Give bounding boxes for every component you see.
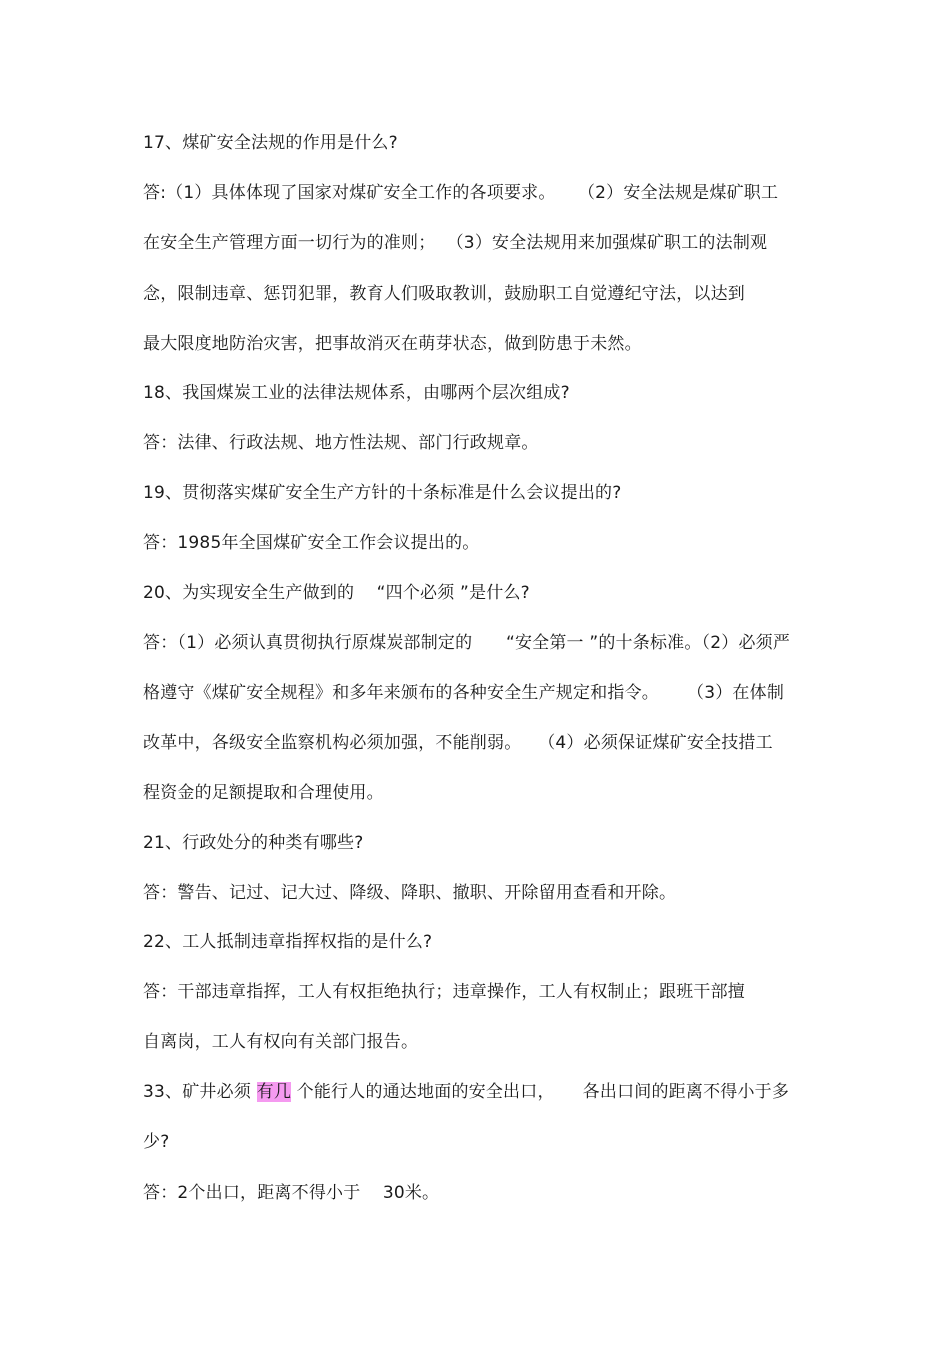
answer-33: 答：2个出口，距离不得小于 30米。 (143, 1183, 440, 1203)
highlighted-text: 有几 (256, 1082, 292, 1102)
answer-20-line-4: 程资金的足额提取和合理使用。 (143, 783, 384, 803)
question-33 (143, 1080, 789, 1104)
answer-22-line-1: 答：干部违章指挥，工人有权拒绝执行；违章操作，工人有权制止；跟班干部擅 (143, 982, 745, 1002)
question-33-suffix: 个能行人的通达地面的安全出口， 各出口间的距离不得小于多 (291, 1082, 790, 1102)
answer-17-line-3: 念，限制违章、惩罚犯罪，教育人们吸取教训，鼓励职工自觉遵纪守法，以达到 (143, 284, 745, 304)
answer-20-line-1: 答：（1）必须认真贯彻执行原煤炭部制定的 “安全第一 ”的十条标准。（2）必须严 (143, 633, 791, 653)
answer-20-line-3: 改革中，各级安全监察机构必须加强，不能削弱。 （4）必须保证煤矿安全技措工 (143, 733, 773, 753)
answer-21: 答：警告、记过、记大过、降级、降职、撤职、开除留用查看和开除。 (143, 883, 677, 903)
question-33-prefix: 33、矿井必须 (143, 1082, 257, 1102)
answer-19: 答：1985年全国煤矿安全工作会议提出的。 (143, 533, 480, 553)
question-20: 20、为实现安全生产做到的 “四个必须 ”是什么? (143, 583, 530, 603)
question-18: 18、我国煤炭工业的法律法规体系，由哪两个层次组成? (143, 383, 570, 403)
question-33-line-2: 少? (143, 1132, 170, 1152)
answer-20-line-2: 格遵守《煤矿安全规程》和多年来颁布的各种安全生产规定和指令。 （3）在体制 (143, 683, 785, 703)
answer-17-line-1: 答:（1）具体体现了国家对煤矿安全工作的各项要求。 （2）安全法规是煤矿职工 (143, 183, 779, 203)
question-21: 21、行政处分的种类有哪些? (143, 833, 364, 853)
answer-18: 答：法律、行政法规、地方性法规、部门行政规章。 (143, 433, 539, 453)
question-17: 17、煤矿安全法规的作用是什么? (143, 133, 398, 153)
question-22: 22、工人抵制违章指挥权指的是什么? (143, 932, 433, 952)
answer-17-line-4: 最大限度地防治灾害，把事故消灭在萌芽状态，做到防患于未然。 (143, 334, 642, 354)
answer-22-line-2: 自离岗，工人有权向有关部门报告。 (143, 1032, 419, 1052)
answer-17-line-2: 在安全生产管理方面一切行为的准则； （3）安全法规用来加强煤矿职工的法制观 (143, 233, 768, 253)
question-19: 19、贯彻落实煤矿安全生产方针的十条标准是什么会议提出的? (143, 483, 622, 503)
